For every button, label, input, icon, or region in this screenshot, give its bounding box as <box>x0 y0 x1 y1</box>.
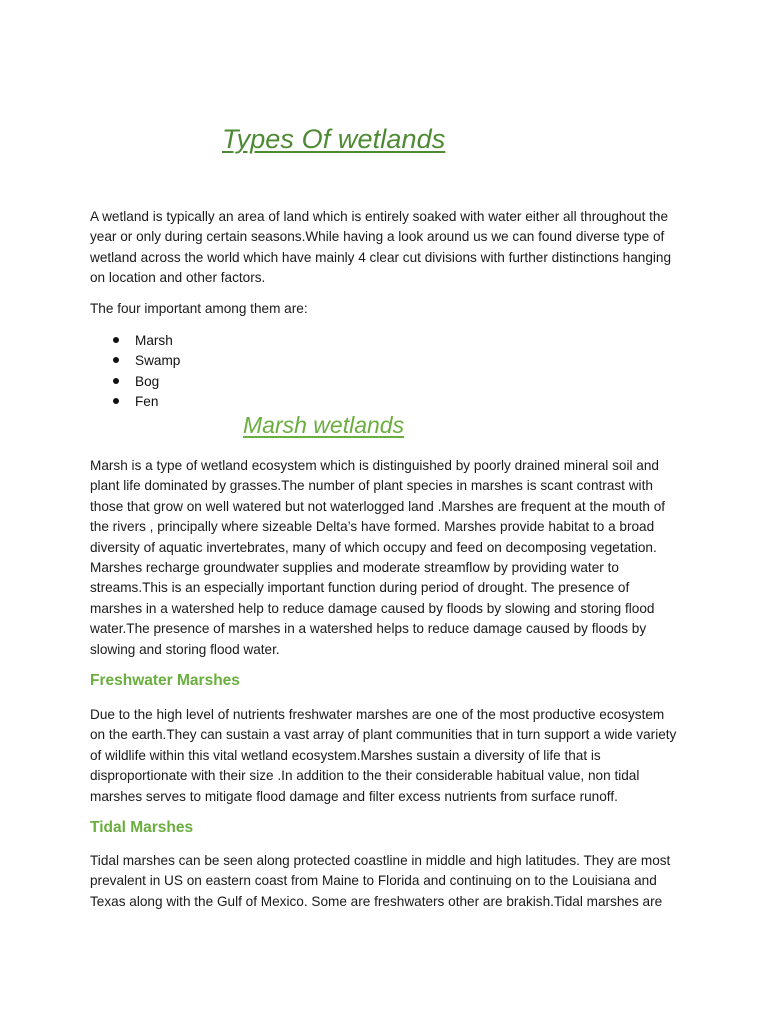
list-item-label: Marsh <box>135 333 173 348</box>
intro-paragraph: A wetland is typically an area of land which is entirely soaked with water either all throughout the year or only during certain seasons.While having a look around us we can found diverse type of wetland across the world which have mainly 4 clear cut divisions with further distinctions hanging on location and other factors. <box>90 209 672 286</box>
tidal-paragraph: Tidal marshes can be seen along protected coastline in middle and high latitudes. They are most prevalent in US on eastern coast from Maine to Florida and continuing on to the Louisiana and Texas along with the Gulf of Mexico. Some are freshwaters other are brakish.Tidal marshes are <box>90 853 671 909</box>
marsh-paragraph: Marsh is a type of wetland ecosystem which is distinguished by poorly drained mineral soil and plant life dominated by grasses.The number of plant species in marshes is scant contrast with those that grow on well watered but not waterlogged land .Marshes are frequent at the mouth of the rivers , principally where sizeable Delta’s have formed. Marshes provide habitat to a broad diversity of aquatic invertebrates, many of which occupy and feed on decomposing vegetation. Marshes recharge groundwater supplies and moderate streamflow by providing water to streams.This is an especially important function during period of drought. The presence of marshes in a watershed help to reduce damage caused by floods by slowing and storing flood water.The presence of marshes in a watershed helps to reduce damage caused by floods by slowing and storing flood water. <box>90 458 666 657</box>
tidal-heading: Tidal Marshes <box>90 819 194 836</box>
bullet-icon <box>113 357 119 363</box>
list-intro: The four important among them are: <box>90 301 308 316</box>
list-item <box>113 331 180 351</box>
list-item-label: Fen <box>135 394 159 410</box>
wetland-types-list <box>113 331 180 413</box>
bullet-icon <box>113 378 119 384</box>
bullet-icon <box>113 398 119 404</box>
list-item <box>113 372 180 392</box>
list-item-label: Swamp <box>135 353 181 369</box>
freshwater-heading: Freshwater Marshes <box>90 672 240 689</box>
list-item <box>113 351 180 371</box>
list-item <box>113 392 180 412</box>
bullet-icon <box>113 337 119 343</box>
list-item-label: Bog <box>135 373 160 389</box>
freshwater-paragraph: Due to the high level of nutrients freshwater marshes are one of the most productive ecosystem on the earth.They can sustain a vast array of plant communities that in turn support a wide variety of wildlife within this vital wetland ecosystem.Marshes sustain a diversity of life that is disproportionate with their size .In addition to the their considerable habitual value, non tidal marshes serves to mitigate flood damage and filter excess nutrients from surface runoff. <box>90 707 677 804</box>
document-title: Types Of wetlands <box>222 124 446 154</box>
marsh-section-title: Marsh wetlands <box>243 412 405 438</box>
